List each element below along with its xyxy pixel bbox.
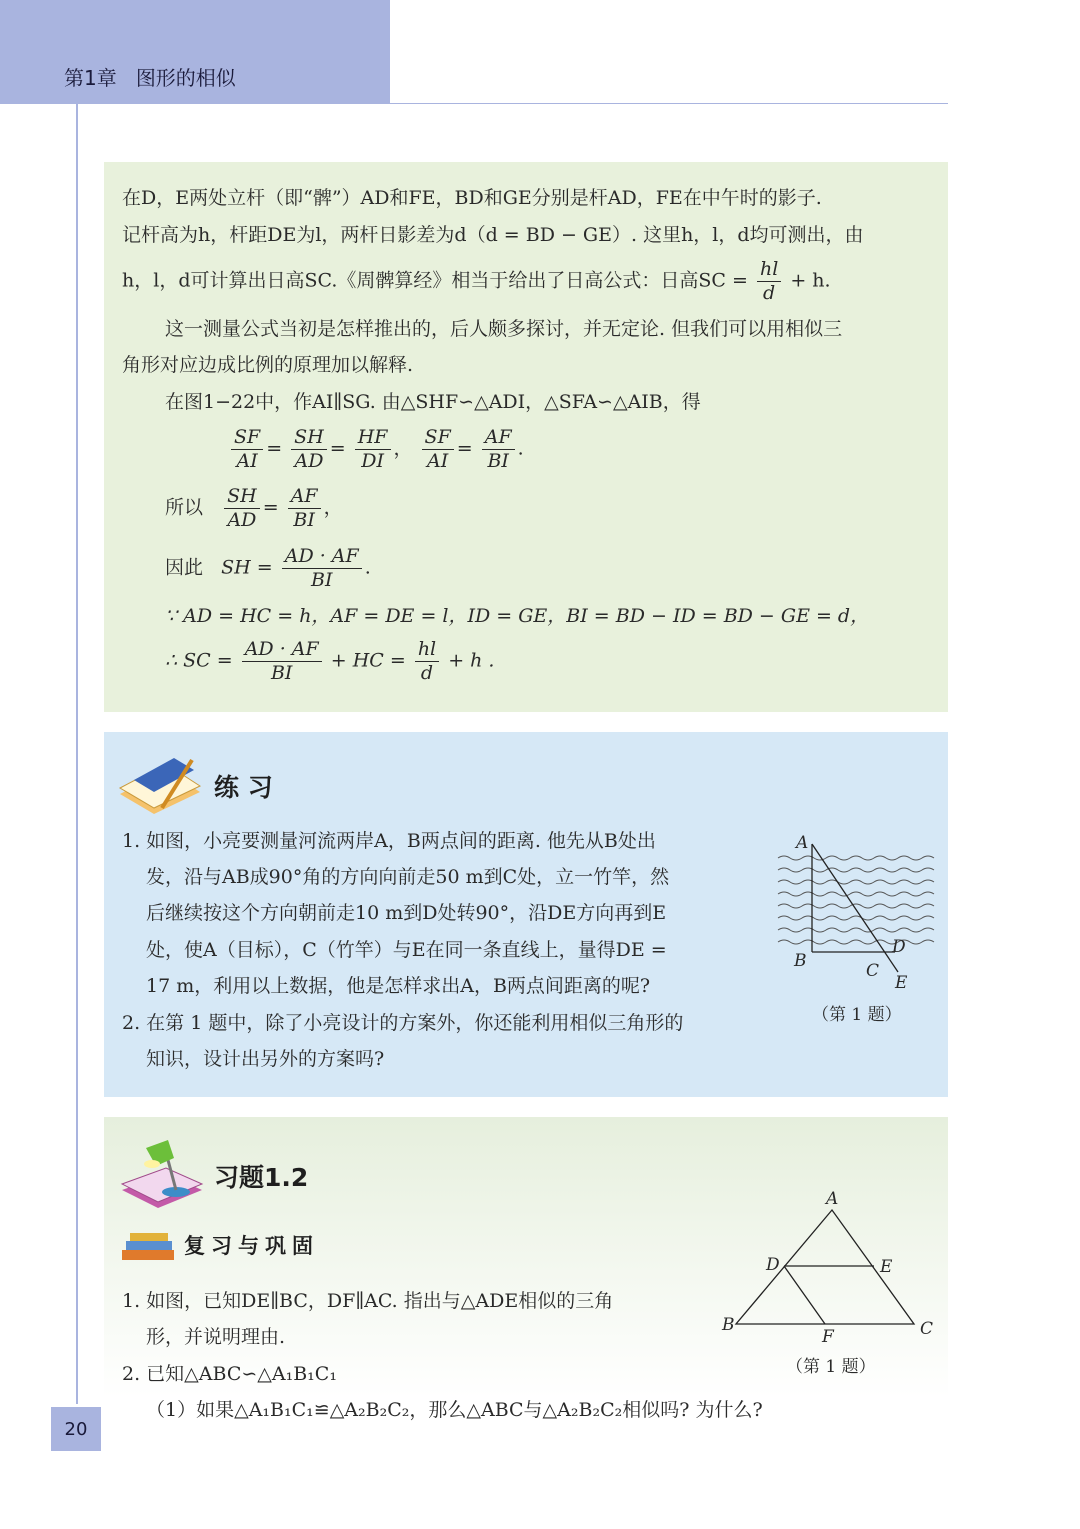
reading-line-4: 这一测量公式当初是怎样推出的，后人颇多探讨，并无定论. 但我们可以用相似三 — [165, 318, 843, 340]
label-E: E — [880, 1257, 893, 1277]
header-rule — [390, 103, 948, 104]
exercise-figure-caption: （第 1 题） — [786, 1357, 876, 1377]
practice-q1-line-5: 17 m，利用以上数据，他是怎样求出A，B两点间距离的呢? — [146, 975, 651, 997]
practice-q2-line-1: 2. 在第 1 题中，除了小亮设计的方案外，你还能利用相似三角形的 — [122, 1012, 684, 1034]
exercise-q1-line-2: 形，并说明理由. — [146, 1326, 286, 1348]
reading-line-6: 在图1−22中，作AI∥SG. 由△SHF∽△ADI，△SFA∽△AIB，得 — [165, 391, 701, 413]
practice-q1-line-2: 发，沿与AB成90°角的方向向前走50 m到C处，立一竹竿，然 — [146, 866, 670, 888]
label-D: D — [766, 1255, 780, 1275]
equation-2: 所以 $\frac{SH}{AD}$ = $\frac{AF}{BI}$ ， — [165, 485, 343, 531]
exercise-q2-part-1: （1）如果△A₁B₁C₁≌△A₂B₂C₂，那么△ABC与△A₂B₂C₂相似吗? 为什么? — [146, 1399, 763, 1421]
triangle-figure — [716, 1184, 940, 1354]
label-B: B — [794, 951, 807, 971]
reading-line-2: 记杆高为h，杆距DE为l，两杆日影差为d（d = BD − GE）. 这里h，l，d均可测出，由 — [122, 224, 864, 246]
reading-line-3-end: + h. — [790, 269, 831, 292]
label-F: F — [822, 1327, 834, 1347]
equation-4: ∵ AD = HC = h，AF = DE = l，ID = GE，BI = BD − ID = BD − GE = d， — [165, 605, 870, 627]
reading-line-1: 在D，E两处立杆（即“髀”）AD和FE，BD和GE分别是杆AD，FE在中午时的影子. — [122, 187, 822, 209]
exercise-q1-line-1: 1. 如图，已知DE∥BC，DF∥AC. 指出与△ADE相似的三角 — [122, 1290, 614, 1312]
reading-line-3 — [122, 258, 831, 305]
practice-q1-line-4: 处，使A（目标），C（竹竿）与E在同一条直线上，量得DE = — [146, 939, 667, 961]
practice-q1-line-3: 后继续按这个方向朝前走10 m到D处转90°，沿DE方向再到E — [146, 902, 667, 924]
exercise-q2: 2. 已知△ABC∽△A₁B₁C₁ — [122, 1363, 337, 1385]
practice-title: 练 习 — [214, 773, 273, 802]
reading-line-3-text: h，l，d可计算出日高SC.《周髀算经》相当于给出了日高公式：日高SC = — [122, 269, 748, 292]
equation-3: 因此 SH = $\frac{AD \cdot AF}{BI}$ . — [165, 545, 371, 591]
page-number: 20 — [51, 1407, 101, 1451]
equation-5: ∴ SC = $\frac{AD \cdot AF}{BI}$ + HC = $\frac{hl}{d}$ + h . — [165, 638, 495, 684]
label-E: E — [895, 973, 908, 993]
label-C: C — [866, 961, 880, 981]
label-A: A — [826, 1189, 839, 1209]
label-A: A — [796, 833, 809, 853]
equation-1: $\frac{SF}{AI}$ = $\frac{SH}{AD}$ = $\frac{HF}{DI}$ ， $\frac{SF}{AI}$ = $\frac{AF}{BI}$ . — [228, 426, 524, 473]
river-figure — [770, 828, 940, 998]
exercises-subtitle: 复习与巩固 — [184, 1233, 319, 1258]
chapter-number: 第1章 — [64, 66, 117, 90]
label-D: D — [892, 937, 906, 957]
fraction: $\frac{hl}{d}$ — [757, 258, 781, 305]
books-pencil-icon — [114, 750, 206, 816]
chapter-name: 图形的相似 — [135, 66, 236, 90]
reading-line-5: 角形对应边成比例的原理加以解释. — [122, 354, 414, 376]
books-stack-icon — [118, 1230, 180, 1264]
practice-figure-caption: （第 1 题） — [812, 1005, 902, 1025]
exercises-title: 习题1.2 — [214, 1163, 309, 1192]
practice-q1-line-1: 1. 如图，小亮要测量河流两岸A，B两点间的距离. 他先从B处出 — [122, 830, 656, 852]
label-C: C — [920, 1319, 934, 1339]
chapter-title — [64, 62, 236, 91]
practice-q2-line-2: 知识，设计出另外的方案吗? — [146, 1048, 385, 1070]
label-B: B — [722, 1315, 735, 1335]
margin-rule — [76, 104, 78, 1404]
desk-lamp-icon — [116, 1134, 206, 1214]
